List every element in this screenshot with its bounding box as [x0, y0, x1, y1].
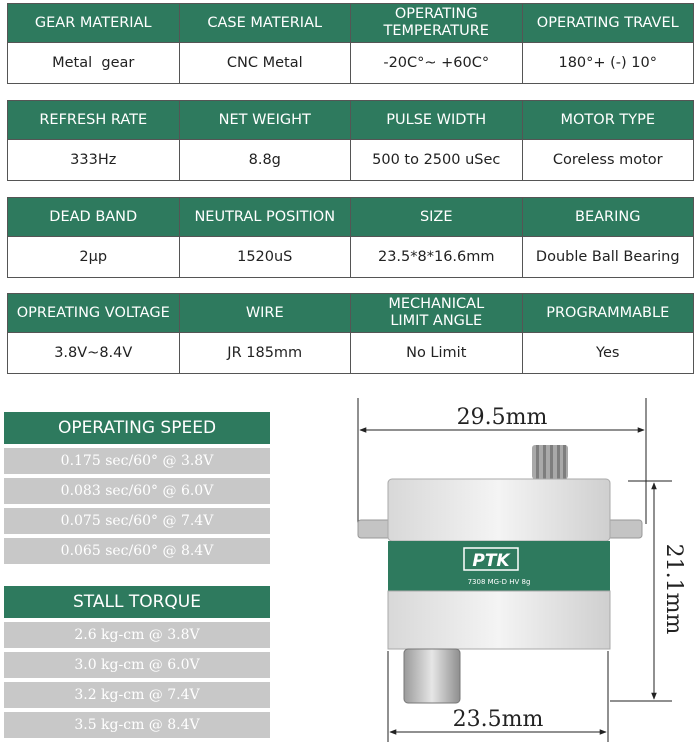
brand-logo: PTK [472, 551, 510, 571]
value-motor-type: Coreless motor [522, 140, 694, 181]
spec-table-3 [7, 197, 694, 278]
torque-row: 2.6 kg-cm @ 3.8V [4, 622, 270, 648]
top-case [388, 479, 610, 541]
speed-row: 0.065 sec/60° @ 8.4V [4, 538, 270, 564]
value-gear-material: Metal gear [8, 43, 180, 84]
speed-row: 0.083 sec/60° @ 6.0V [4, 478, 270, 504]
value-operating-voltage: 3.8V~8.4V [8, 333, 180, 374]
spec-table-2 [7, 100, 694, 181]
header-operating-voltage: OPREATING VOLTAGE [8, 294, 180, 333]
operating-speed-panel [4, 412, 270, 564]
value-case-material: CNC Metal [179, 43, 351, 84]
header-case-material: CASE MATERIAL [179, 4, 351, 43]
value-operating-temperature: -20C°~ +60C° [351, 43, 523, 84]
value-net-weight: 8.8g [179, 140, 351, 181]
value-size: 23.5*8*16.6mm [351, 237, 523, 278]
value-refresh-rate: 333Hz [8, 140, 180, 181]
header-bearing: BEARING [522, 198, 694, 237]
header-neutral-position: NEUTRAL POSITION [179, 198, 351, 237]
stall-torque-panel [4, 586, 270, 738]
header-programmable: PROGRAMMABLE [522, 294, 694, 333]
servo-dimension-diagram [340, 386, 690, 742]
spec-table-1 [7, 3, 694, 84]
spec-table-4 [7, 293, 694, 374]
header-operating-travel: OPERATING TRAVEL [522, 4, 694, 43]
operating-speed-title: OPERATING SPEED [4, 412, 270, 444]
header-refresh-rate: REFRESH RATE [8, 101, 180, 140]
lower-case [388, 591, 610, 649]
header-operating-temperature: OPERATING TEMPERATURE [351, 4, 523, 43]
output-spline [532, 445, 568, 479]
height-dimension [610, 481, 686, 701]
torque-row: 3.0 kg-cm @ 6.0V [4, 652, 270, 678]
speed-row: 0.175 sec/60° @ 3.8V [4, 448, 270, 474]
value-dead-band: 2μp [8, 237, 180, 278]
stall-torque-title: STALL TORQUE [4, 586, 270, 618]
header-wire: WIRE [179, 294, 351, 333]
torque-row: 3.2 kg-cm @ 7.4V [4, 682, 270, 708]
width-dimension-label: 29.5mm [456, 405, 548, 430]
header-gear-material: GEAR MATERIAL [8, 4, 180, 43]
motor-can [404, 649, 460, 703]
value-mechanical-limit-angle: No Limit [351, 333, 523, 374]
torque-row: 3.5 kg-cm @ 8.4V [4, 712, 270, 738]
model-label: 7308 MG-D HV 8g [467, 578, 531, 586]
header-mechanical-limit-angle: MECHANICAL LIMIT ANGLE [351, 294, 523, 333]
value-wire: JR 185mm [179, 333, 351, 374]
bottom-dimension-label: 23.5mm [452, 707, 544, 732]
header-pulse-width: PULSE WIDTH [351, 101, 523, 140]
header-motor-type: MOTOR TYPE [522, 101, 694, 140]
height-dimension-label: 21.1mm [661, 543, 686, 635]
header-dead-band: DEAD BAND [8, 198, 180, 237]
value-neutral-position: 1520uS [179, 237, 351, 278]
value-bearing: Double Ball Bearing [522, 237, 694, 278]
header-net-weight: NET WEIGHT [179, 101, 351, 140]
value-programmable: Yes [522, 333, 694, 374]
value-pulse-width: 500 to 2500 uSec [351, 140, 523, 181]
header-size: SIZE [351, 198, 523, 237]
value-operating-travel: 180°+ (-) 10° [522, 43, 694, 84]
speed-row: 0.075 sec/60° @ 7.4V [4, 508, 270, 534]
